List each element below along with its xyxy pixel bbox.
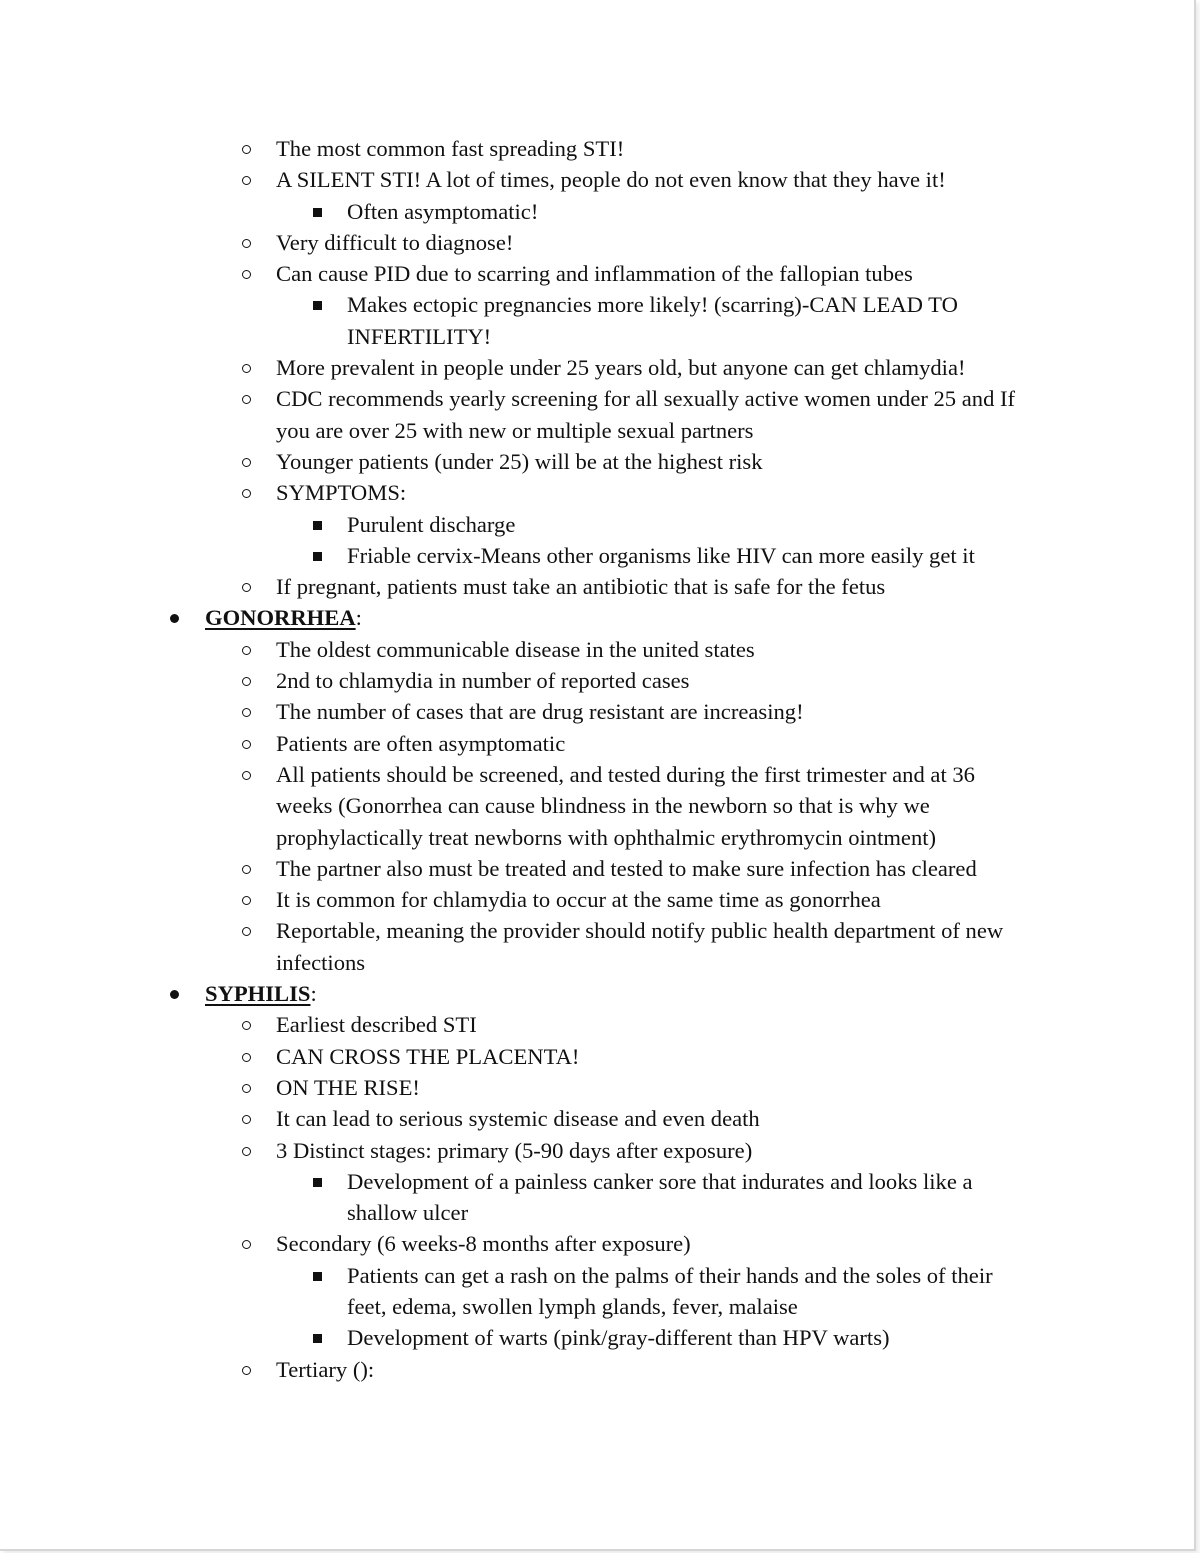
section-heading-gonorrhea: GONORRHEA: xyxy=(205,605,362,631)
list-item: Makes ectopic pregnancies more likely! (scarring)-CAN LEAD TO xyxy=(347,292,958,318)
list-item: Earliest described STI xyxy=(276,1012,477,1038)
list-item: Development of a painless canker sore that indurates and looks like a xyxy=(347,1168,973,1194)
list-item: It can lead to serious systemic disease and even death xyxy=(276,1106,760,1132)
list-item: Often asymptomatic! xyxy=(347,198,539,224)
list-item-continuation: INFERTILITY! xyxy=(347,323,492,349)
list-item: A SILENT STI! A lot of times, people do not even know that they have it! xyxy=(276,167,946,193)
list-item: Younger patients (under 25) will be at the highest risk xyxy=(276,448,763,474)
list-item: Patients can get a rash on the palms of their hands and the soles of their xyxy=(347,1262,993,1288)
list-item: SYMPTOMS: xyxy=(276,480,407,506)
list-item: The partner also must be treated and tested to make sure infection has cleared xyxy=(276,855,977,881)
heading-text: SYPHILIS xyxy=(205,981,311,1007)
list-item: All patients should be screened, and tested during the first trimester and at 36 xyxy=(276,761,975,787)
list-item: 3 Distinct stages: primary (5-90 days after exposure) xyxy=(276,1137,753,1163)
list-item: Friable cervix-Means other organisms like HIV can more easily get it xyxy=(347,542,975,568)
list-item: Patients are often asymptomatic xyxy=(276,730,566,756)
list-item-continuation: you are over 25 with new or multiple sexual partners xyxy=(276,417,754,443)
list-item: ON THE RISE! xyxy=(276,1074,420,1100)
list-item: Secondary (6 weeks-8 months after exposure) xyxy=(276,1231,691,1257)
list-item: The oldest communicable disease in the united states xyxy=(276,636,755,662)
notes-outline xyxy=(0,133,1194,1385)
list-item-continuation: shallow ulcer xyxy=(347,1200,469,1226)
section-heading-syphilis: SYPHILIS: xyxy=(205,981,317,1007)
list-item: It is common for chlamydia to occur at the same time as gonorrhea xyxy=(276,887,881,913)
list-item: If pregnant, patients must take an antibiotic that is safe for the fetus xyxy=(276,574,886,600)
list-item-continuation: feet, edema, swollen lymph glands, fever, malaise xyxy=(347,1293,798,1319)
list-item: More prevalent in people under 25 years old, but anyone can get chlamydia! xyxy=(276,355,966,381)
list-item-continuation: weeks (Gonorrhea can cause blindness in the newborn so that is why we xyxy=(276,793,930,819)
list-item-continuation: infections xyxy=(276,949,366,975)
list-item: Reportable, meaning the provider should notify public health department of new xyxy=(276,918,1004,944)
list-item-continuation: prophylactically treat newborns with ophthalmic erythromycin ointment) xyxy=(276,824,937,850)
list-item: Purulent discharge xyxy=(347,511,516,537)
list-item: 2nd to chlamydia in number of reported cases xyxy=(276,668,690,694)
list-item: Tertiary (): xyxy=(276,1356,375,1382)
list-item: CAN CROSS THE PLACENTA! xyxy=(276,1043,580,1069)
list-item: Very difficult to diagnose! xyxy=(276,229,514,255)
list-item: The number of cases that are drug resistant are increasing! xyxy=(276,699,804,725)
list-item: Can cause PID due to scarring and inflammation of the fallopian tubes xyxy=(276,261,913,287)
list-item: CDC recommends yearly screening for all sexually active women under 25 and If xyxy=(276,386,1016,412)
list-item: The most common fast spreading STI! xyxy=(276,136,625,161)
heading-text: GONORRHEA xyxy=(205,605,356,631)
list-item: Development of warts (pink/gray-different than HPV warts) xyxy=(347,1325,890,1351)
